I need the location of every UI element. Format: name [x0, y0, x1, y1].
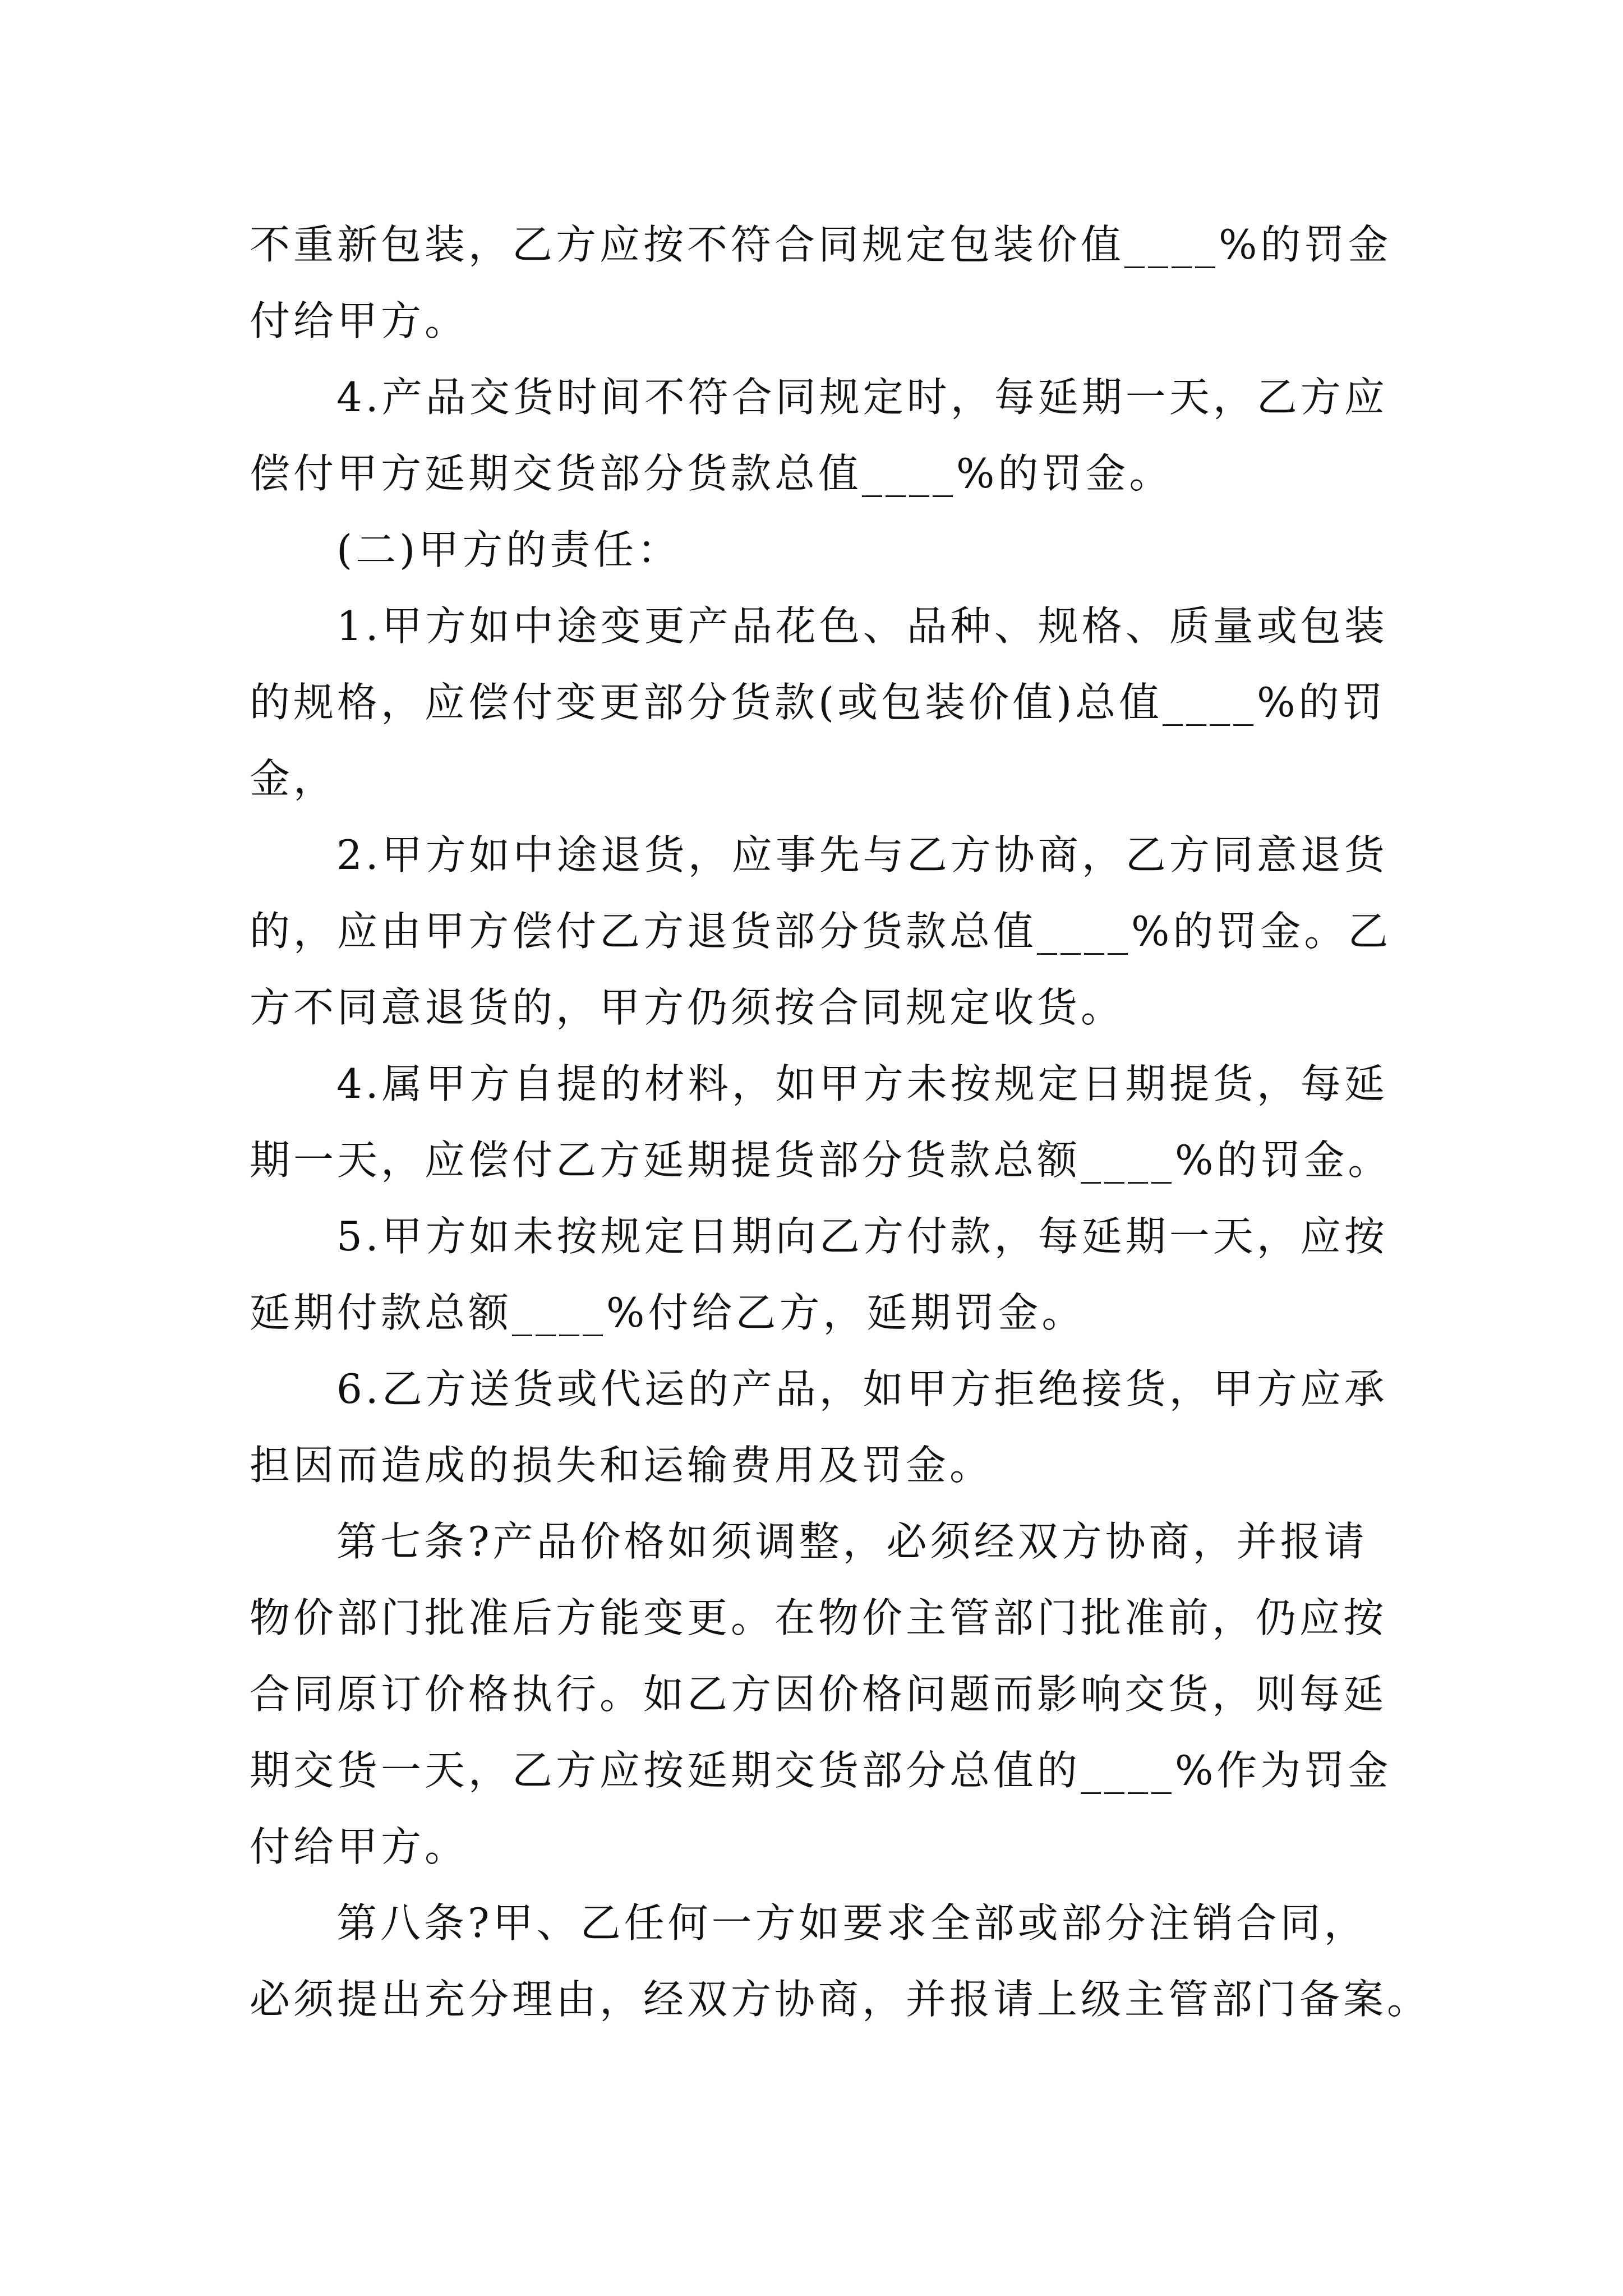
text-line: 期一天，应偿付乙方延期提货部分货款总额____%的罚金。: [250, 1137, 1392, 1184]
text-line: 偿付甲方延期交货部分货款总值____%的罚金。: [250, 450, 1173, 497]
text-line: 方不同意退货的，甲方仍须按合同规定收货。: [250, 984, 1125, 1031]
text-line: 付给甲方。: [250, 297, 469, 344]
text-line: 期交货一天，乙方应按延期交货部分总值的____%作为罚金: [250, 1747, 1392, 1794]
text-line: 金，: [250, 755, 338, 802]
clause-6-line: 6.乙方送货或代运的产品，如甲方拒绝接货，甲方应承: [336, 1365, 1388, 1412]
article-7-line: 第七条?产品价格如须调整，必须经双方协商，并报请: [336, 1518, 1368, 1565]
clause-1-line: 1.甲方如中途变更产品花色、品种、规格、质量或包装: [336, 602, 1388, 650]
contract-text-body: [250, 206, 1431, 2037]
text-line: 不重新包装，乙方应按不符合同规定包装价值____%的罚金: [250, 221, 1392, 268]
text-line: 合同原订价格执行。如乙方因价格问题而影响交货，则每延: [250, 1671, 1387, 1718]
clause-2-line: 2.甲方如中途退货，应事先与乙方协商，乙方同意退货: [336, 831, 1388, 878]
text-line: 担因而造成的损失和运输费用及罚金。: [250, 1442, 994, 1489]
text-line: 物价部门批准后方能变更。在物价主管部门批准前，仍应按: [250, 1594, 1387, 1641]
text-line: 延期付款总额____%付给乙方，延期罚金。: [250, 1289, 1086, 1336]
article-8-line: 第八条?甲、乙任何一方如要求全部或部分注销合同，: [336, 1899, 1368, 1947]
text-line: 必须提出充分理由，经双方协商，并报请上级主管部门备案。: [250, 1976, 1431, 2023]
clause-4-line: 4.产品交货时间不符合同规定时，每延期一天，乙方应: [336, 374, 1388, 421]
section-heading-party-a: (二)甲方的责任：: [336, 526, 681, 573]
clause-4-line: 4.属甲方自提的材料，如甲方未按规定日期提货，每延: [336, 1060, 1388, 1107]
text-line: 付给甲方。: [250, 1823, 469, 1870]
text-line: 的规格，应偿付变更部分货款(或包装价值)总值____%的罚: [250, 679, 1386, 726]
clause-5-line: 5.甲方如未按规定日期向乙方付款，每延期一天，应按: [336, 1213, 1388, 1260]
text-line: 的，应由甲方偿付乙方退货部分货款总值____%的罚金。乙: [250, 908, 1392, 955]
